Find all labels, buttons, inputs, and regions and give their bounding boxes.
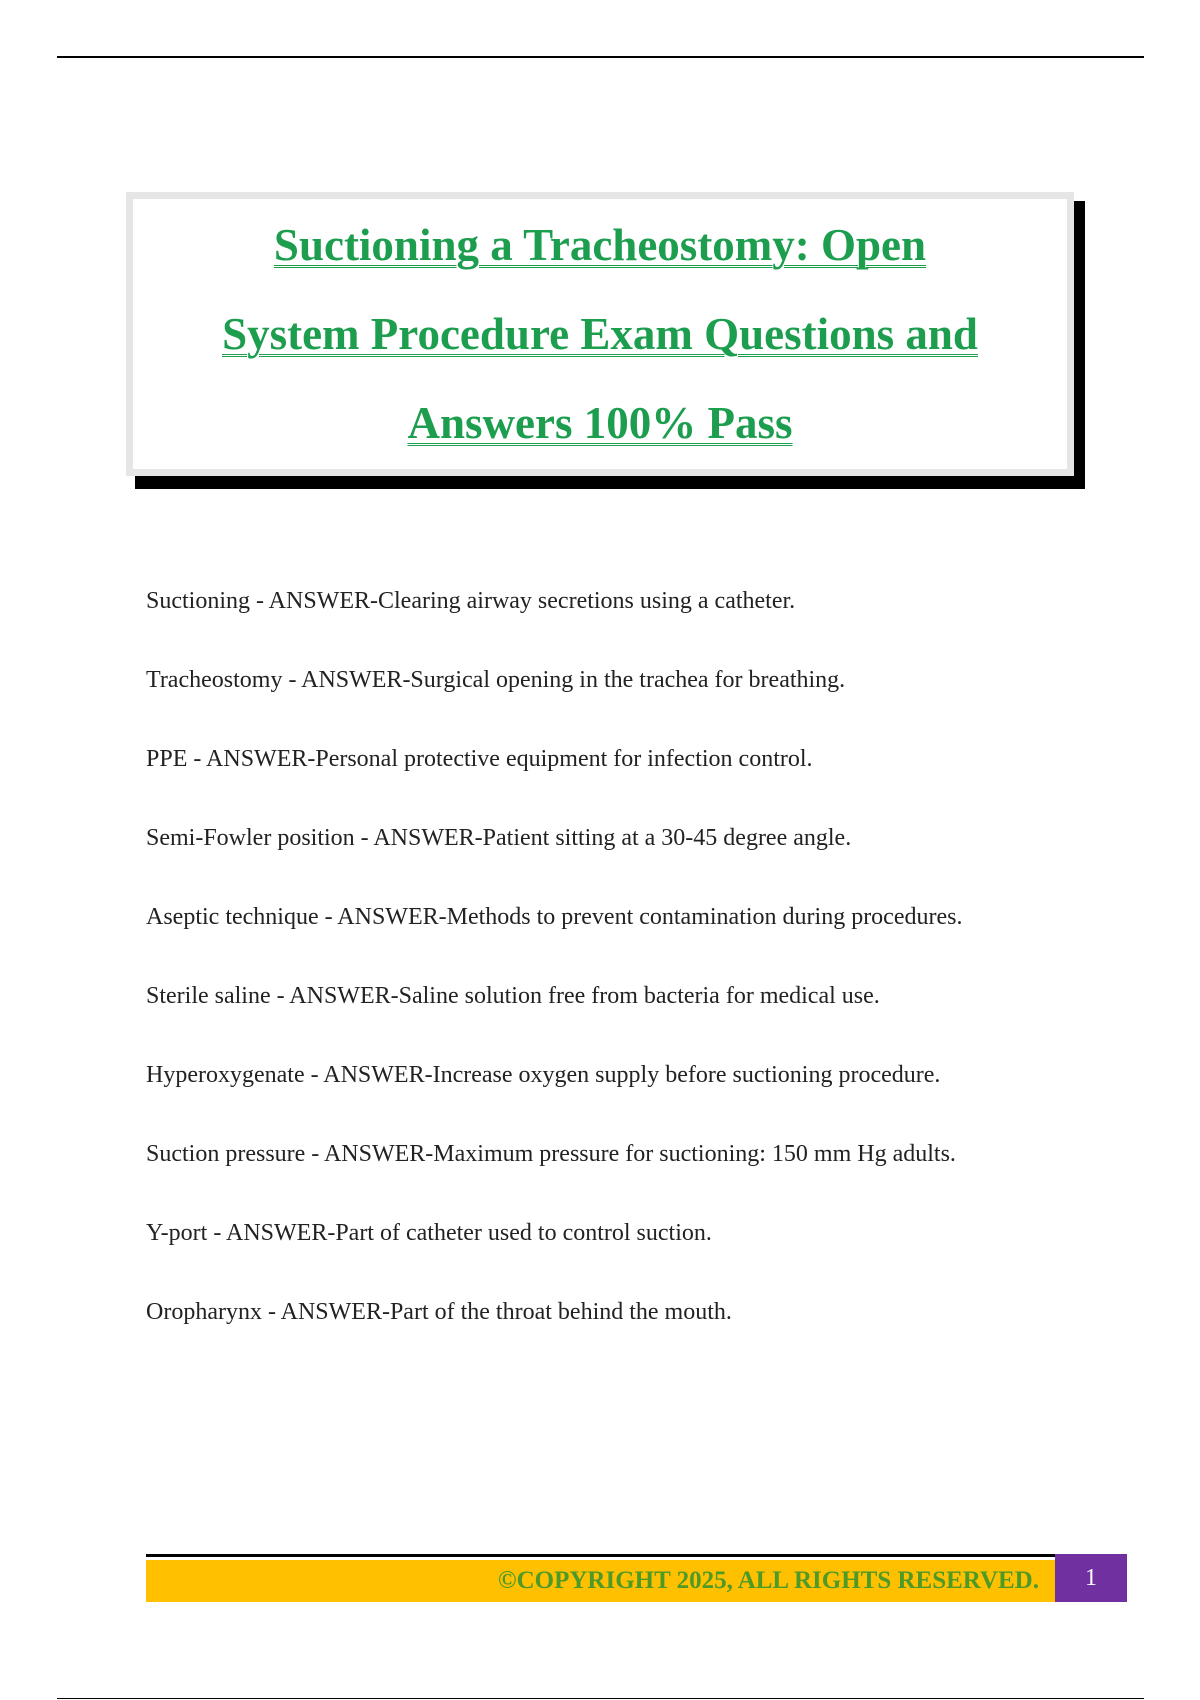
- qa-item: Hyperoxygenate - ANSWER-Increase oxygen supply before suctioning procedure.: [146, 1062, 941, 1088]
- qa-list: [146, 570, 1076, 1360]
- qa-item: Oropharynx - ANSWER-Part of the throat behind the mouth.: [146, 1299, 732, 1325]
- qa-item: Y-port - ANSWER-Part of catheter used to control suction.: [146, 1220, 712, 1246]
- qa-item: Semi-Fowler position - ANSWER-Patient sitting at a 30-45 degree angle.: [146, 825, 852, 851]
- copyright-text: ©COPYRIGHT 2025, ALL RIGHTS RESERVED.: [497, 1567, 1039, 1594]
- qa-item: PPE - ANSWER-Personal protective equipment for infection control.: [146, 746, 813, 772]
- bottom-rule: [57, 1698, 1144, 1699]
- page-number: 1: [1085, 1564, 1097, 1591]
- qa-item: Tracheostomy - ANSWER-Surgical opening in the trachea for breathing.: [146, 667, 846, 693]
- qa-item: Suction pressure - ANSWER-Maximum pressure for suctioning: 150 mm Hg adults.: [146, 1141, 956, 1167]
- title-line-2: System Procedure Exam Questions and: [222, 308, 978, 359]
- top-rule: [57, 56, 1144, 58]
- title-box: [126, 192, 1074, 476]
- footer-rule: [146, 1554, 1055, 1557]
- qa-item: Aseptic technique - ANSWER-Methods to prevent contamination during procedures.: [146, 904, 963, 930]
- qa-item: Sterile saline - ANSWER-Saline solution free from bacteria for medical use.: [146, 983, 880, 1009]
- title-line-3: Answers 100% Pass: [407, 397, 793, 448]
- qa-item: Suctioning - ANSWER-Clearing airway secretions using a catheter.: [146, 588, 796, 614]
- footer-bar: [146, 1560, 1055, 1602]
- title-line-1: Suctioning a Tracheostomy: Open: [273, 219, 927, 270]
- page-number-box: [1055, 1554, 1127, 1602]
